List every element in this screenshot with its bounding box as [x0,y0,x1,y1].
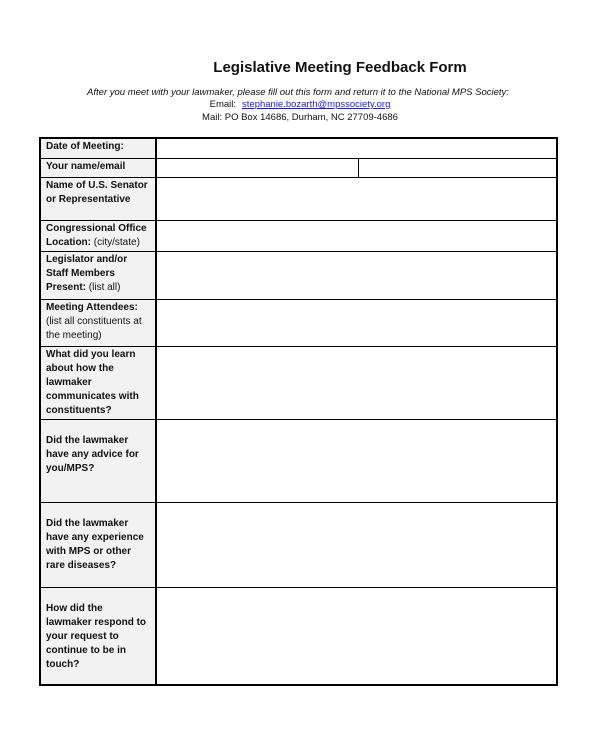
row-attendees [40,299,557,346]
row-date [40,138,557,158]
row-advice [40,419,557,502]
label: Did the lawmaker have any advice for you/MPS? [46,434,139,474]
label: Your name/email [46,160,126,172]
attendees-field[interactable] [156,299,557,346]
row-respond [40,587,557,685]
label: Did the lawmaker have any experience with MPS or other rare diseases? [46,517,144,571]
label: How did the lawmaker respond to your request to continue to be in touch? [46,602,147,670]
label: Name of U.S. Senator or Representative [46,179,148,205]
label: Date of Meeting: [46,141,124,152]
row-name-email [40,158,557,177]
feedback-form-table [39,137,558,686]
respond-field[interactable] [156,587,557,685]
email-field[interactable] [359,158,558,177]
row-experience [40,502,557,587]
advice-field[interactable] [156,419,557,502]
mail-address: Mail: PO Box 14686, Durham, NC 27709-4686 [202,112,398,123]
row-lawmaker [40,177,557,220]
email-line [0,99,600,110]
learn-field[interactable] [156,346,557,419]
row-office [40,220,557,251]
row-staff [40,251,557,299]
name-field[interactable] [156,158,359,177]
form-title: Legislative Meeting Feedback Form [213,59,467,76]
note: (list all) [86,281,121,293]
lawmaker-field[interactable] [156,177,557,220]
label: Meeting Attendees: [46,301,138,313]
label: Legislator and/or Staff Members Present: [46,253,128,293]
office-field[interactable] [156,220,557,251]
note: (list all constituents at the meeting) [46,315,142,341]
experience-field[interactable] [156,502,557,587]
label: Congressional Office Location: [46,222,147,248]
staff-field[interactable] [156,251,557,299]
date-field[interactable] [156,138,557,158]
intro-text: After you meet with your lawmaker, please fill out this form and return it to the National MPS Society: [87,87,509,98]
note: (city/state) [91,236,140,248]
row-learn [40,346,557,419]
email-link[interactable]: stephanie.bozarth@mpssociety.org [242,99,391,110]
email-label: Email: [209,99,237,110]
label: What did you learn about how the lawmaker communicates with constituents? [46,348,139,416]
